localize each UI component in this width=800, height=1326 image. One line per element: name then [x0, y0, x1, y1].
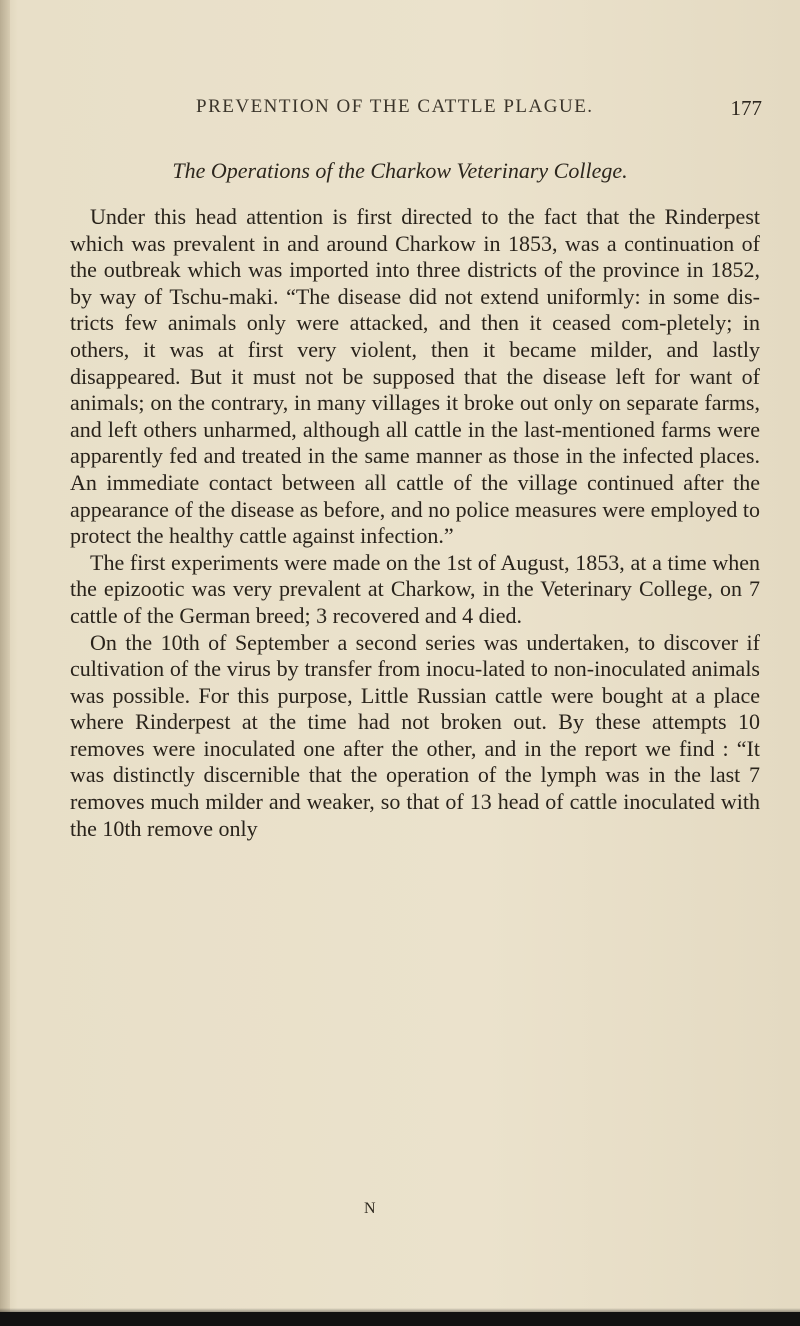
page-number: 177: [730, 96, 762, 120]
paragraph: Under this head attention is first directed to the fact that the Rinderpest which was prevalent in and around Charkow in 1853, was a continuation of the outbreak which was imported into three districts of the province in 1852, by way of Tschu-maki. “The disease did not extend uniformly: in some dis-tricts few animals only were attacked, and then it ceased com-pletely; in others, it was at first very violent, then it became milder, and lastly disappeared. But it must not be supposed that the disease left for want of animals; on the contrary, in many villages it broke out only on separate farms, and left others unharmed, although all cattle in the last-mentioned farms were apparently fed and treated in the same manner as those in the infected places. An immediate contact between all cattle of the village continued after the appearance of the disease as before, and no police measures were employed to protect the healthy cattle against infection.”: [70, 204, 760, 549]
signature-mark: N: [364, 1200, 376, 1217]
running-head: [0, 96, 800, 126]
running-title: PREVENTION OF THE CATTLE PLAGUE.: [196, 96, 594, 117]
paragraph: The first experiments were made on the 1st of August, 1853, at a time when the epizootic was very prevalent at Charkow, in the Veterinary College, on 7 cattle of the German breed; 3 recovered and 4 died.: [70, 549, 760, 628]
section-heading: The Operations of the Charkow Veterinary College.: [172, 158, 628, 183]
body-text: [70, 204, 760, 842]
paragraph: On the 10th of September a second series was undertaken, to discover if cultivation of the virus by transfer from inocu-lated to non-inoculated animals was possible. For this purpose, Little Russian cattle were bought at a place where Rinderpest at the time had not broken out. By these attempts 10 removes were inoculated one after the other, and in the report we find : “It was distinctly discernible that the operation of the lymph was in the last 7 removes much milder and weaker, so that of 13 head of cattle inoculated with the 10th remove only: [70, 629, 760, 841]
page-binding-edge: [0, 0, 10, 1326]
page-bottom-edge: [0, 1312, 800, 1326]
